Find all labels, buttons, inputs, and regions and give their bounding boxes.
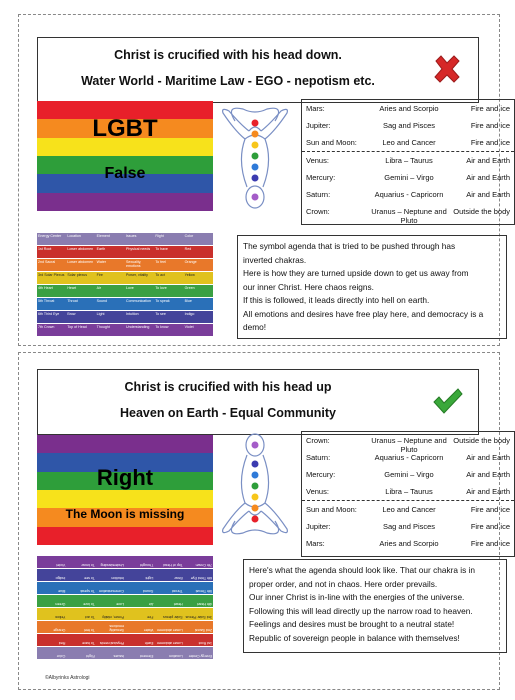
chakra-cell: 6th Third Eye: [38, 312, 60, 316]
chakra-cell: Love: [125, 286, 134, 290]
planet-elements: Fire and ice: [470, 104, 510, 113]
planet-signs: Sag and Pisces: [382, 522, 436, 531]
chakra-cell: 5th Throat: [38, 299, 55, 303]
rainbow-flag-inverted: [37, 435, 213, 545]
chakra-cell: Fire: [147, 615, 154, 619]
description-text-box: [243, 559, 507, 653]
planet-signs: Aries and Scorpio: [379, 104, 439, 113]
chakra-cell: Power, vitality: [102, 615, 125, 619]
chakra-cell: Lower abdomen: [67, 247, 94, 251]
chakra-cell: Indigo: [184, 312, 195, 316]
bottom-card: [18, 352, 510, 690]
planet-row: [302, 186, 514, 203]
flag-word-lgbt: LGBT: [92, 115, 158, 142]
planet-row: [302, 134, 514, 152]
chakra-cell: Lower abdomen: [67, 260, 94, 264]
planet-name: Saturn:: [306, 453, 331, 462]
chakra-cell: Blue: [184, 299, 192, 303]
planet-elements: Fire and ice: [470, 539, 510, 548]
chakra-cell: Yellow: [184, 273, 195, 277]
chakra-cell: Throat: [172, 589, 183, 593]
chakra-cell: Violet: [184, 325, 194, 329]
text-line: inverted chakras.: [243, 254, 307, 265]
planet-table-upright: [301, 431, 515, 557]
flag-word-moon-missing: The Moon is missing: [65, 507, 185, 521]
chakra-row: [37, 233, 213, 246]
red-x-icon: [430, 52, 464, 86]
top-card: [18, 14, 510, 346]
planet-elements: Air and Earth: [466, 470, 510, 479]
planet-signs: Uranus – Neptune and Pluto: [371, 207, 447, 225]
chakra-cell: 1st Root: [198, 641, 212, 645]
chakra-cell: To speak: [80, 589, 95, 593]
planet-elements: Air and Earth: [466, 453, 510, 462]
planet-signs: Aquarius - Capricorn: [374, 190, 444, 199]
chakra-cell: Top of Head: [67, 325, 87, 329]
text-line: If this is followed, it leads directly into hell on earth.: [243, 295, 430, 305]
chakra-cell: Element: [96, 234, 110, 238]
text-line: Following this will lead directly up the narrow road to heaven.: [249, 605, 473, 616]
flag-word-false: False: [104, 165, 146, 182]
planet-row: [302, 432, 514, 454]
planet-elements: Air and Earth: [466, 487, 510, 496]
planet-elements: Outside the body: [453, 436, 510, 445]
planet-signs: Libra – Taurus: [385, 156, 433, 165]
rainbow-flag: [37, 101, 213, 211]
planet-name: Mars:: [306, 539, 325, 548]
chakra-cell: To feel: [84, 628, 95, 632]
planet-name: Jupiter:: [306, 121, 331, 130]
chakra-cell: To love: [155, 286, 167, 290]
chakra-cell: To know: [81, 563, 95, 567]
chakra-cell: 7th Crown: [38, 325, 55, 329]
planet-row: [302, 169, 514, 186]
planet-name: Crown:: [306, 207, 330, 216]
text-line: Republic of sovereign people in balance with themselves!: [249, 632, 460, 643]
chakra-row: [37, 555, 213, 568]
planet-name: Jupiter:: [306, 522, 331, 531]
text-line: Our inner Christ is in-line with the energies of the universe.: [249, 592, 465, 602]
chakra-cell: 2nd Sacral: [38, 260, 56, 264]
chakra-cell: Understanding: [100, 563, 125, 567]
planet-row: [302, 449, 514, 466]
chakra-cell: Solar plexus: [67, 273, 88, 277]
chakra-row: [37, 607, 213, 620]
planet-signs: Gemini – Virgo: [384, 173, 434, 182]
chakra-cell: Thought: [140, 563, 154, 567]
planet-elements: Air and Earth: [466, 156, 510, 165]
chakra-cell: Earth: [96, 247, 106, 251]
chakra-cell: Yellow: [55, 615, 66, 619]
planet-row: [302, 518, 514, 535]
chakra-cell: Intuition: [125, 312, 139, 316]
chakra-row: [37, 581, 213, 594]
planet-signs: Leo and Cancer: [382, 138, 436, 147]
planet-name: Mercury:: [306, 173, 336, 182]
chakra-cell: Location: [169, 654, 183, 658]
chakra-cell: Light: [96, 312, 105, 316]
planet-name: Saturn:: [306, 190, 331, 199]
flag-word-right: Right: [96, 465, 154, 490]
chakra-cell: Violet: [56, 563, 66, 567]
chakra-cell: Lower abdomen: [156, 641, 183, 645]
planet-signs: Libra – Taurus: [385, 487, 433, 496]
chakra-cell: Solar plexus: [162, 615, 183, 619]
chakra-cell: Earth: [144, 641, 154, 645]
chakra-cell: 4th Heart: [197, 602, 212, 606]
chakra-row: [37, 298, 213, 311]
chakra-cell: Energy Center: [38, 234, 62, 238]
chakra-cell: Thought: [96, 325, 110, 329]
chakra-cell: Understanding: [125, 325, 150, 329]
chakra-cell: Communication: [125, 299, 151, 303]
chakra-row: [37, 646, 213, 659]
planet-row: [302, 501, 514, 518]
planet-elements: Fire and ice: [470, 505, 510, 514]
chakra-cell: Fire: [96, 273, 103, 277]
text-line: Here is how they are turned upside down to get us away from: [243, 268, 469, 278]
planet-row: [302, 100, 514, 117]
chakra-cell: Red: [184, 247, 192, 251]
chakra-cell: Lower abdomen: [156, 628, 183, 632]
chakra-row: [37, 246, 213, 259]
chakra-cell: Power, vitality: [125, 273, 148, 277]
chakra-cell: Issues: [113, 654, 125, 658]
chakra-cell: Red: [58, 641, 66, 645]
chakra-cell: To act: [155, 273, 165, 277]
inverted-meditation-figure-icon: [215, 101, 295, 211]
chakra-cell: 7th Crown: [195, 563, 212, 567]
chakra-cell: Physical needs: [125, 247, 151, 251]
planet-name: Mercury:: [306, 470, 336, 479]
chakra-row: [37, 620, 213, 633]
planet-row: [302, 466, 514, 483]
chakra-cell: Air: [96, 286, 102, 290]
top-title-box: [37, 37, 479, 103]
planet-name: Venus:: [306, 487, 329, 496]
chakra-cell: Heart: [67, 286, 77, 290]
planet-elements: Outside the body: [453, 207, 510, 216]
chakra-cell: Top of Head: [163, 563, 183, 567]
chakra-cell: Intuition: [111, 576, 125, 580]
chakra-cell: Green: [55, 602, 66, 606]
chakra-row: [37, 594, 213, 607]
chakra-cell: To have: [82, 641, 95, 645]
chakra-cell: 3rd Solar Plexus: [185, 615, 212, 619]
chakra-row: [37, 272, 213, 285]
text-line: Here's what the agenda should look like. That our chakra is in: [249, 565, 476, 575]
chakra-cell: Sound: [96, 299, 108, 303]
planet-elements: Fire and ice: [470, 522, 510, 531]
chakra-cell: To see: [155, 312, 166, 316]
chakra-cell: Green: [184, 286, 195, 290]
chakra-cell: Brow: [174, 576, 183, 580]
text-line: our inner Christ. Here chaos reigns.: [243, 281, 374, 292]
chakra-cell: Energy Center: [188, 654, 212, 658]
chakra-cell: 5th Throat: [195, 589, 212, 593]
chakra-cell: Orange: [53, 628, 66, 632]
planet-row: [302, 535, 514, 552]
chakra-cell: Right: [155, 234, 164, 238]
chakra-cell: To have: [155, 247, 168, 251]
chakra-cell: Location: [67, 234, 81, 238]
planet-elements: Fire and ice: [470, 138, 510, 147]
chakra-cell: Element: [140, 654, 154, 658]
planet-table: [301, 99, 515, 225]
chakra-cell: Light: [145, 576, 154, 580]
chakra-cell: Sound: [142, 589, 154, 593]
planet-signs: Gemini – Virgo: [384, 470, 434, 479]
chakra-cell: To act: [85, 615, 95, 619]
chakra-cell: To see: [84, 576, 95, 580]
text-line: All emotions and desires have free play here, and democracy is a: [243, 308, 484, 319]
text-line: demo!: [243, 322, 267, 332]
planet-signs: Aries and Scorpio: [379, 539, 439, 548]
planet-name: Sun and Moon:: [306, 505, 357, 514]
chakra-cell: Heart: [173, 602, 183, 606]
chakra-row: [37, 259, 213, 272]
chakra-row: [37, 285, 213, 298]
chakra-cell: To speak: [155, 299, 170, 303]
chakra-table: [37, 233, 213, 329]
chakra-cell: To love: [83, 602, 95, 606]
chakra-cell: Sexuality, emotions: [108, 624, 125, 632]
chakra-cell: To feel: [155, 260, 166, 264]
chakra-cell: Air: [148, 602, 154, 606]
green-check-icon: [430, 384, 464, 418]
chakra-row: [37, 633, 213, 646]
chakra-cell: To know: [155, 325, 169, 329]
chakra-cell: Communication: [99, 589, 125, 593]
chakra-cell: Brow: [67, 312, 76, 316]
planet-row: [302, 483, 514, 501]
description-text-box: [237, 235, 507, 339]
planet-signs: Leo and Cancer: [382, 505, 436, 514]
bottom-title-box: [37, 369, 479, 435]
chakra-cell: 1st Root: [38, 247, 52, 251]
top-title-line2: Water World - Maritime Law - EGO - nepotism etc.: [81, 74, 375, 88]
top-title-line1: Christ is crucified with his head down.: [114, 48, 342, 62]
planet-name: Venus:: [306, 156, 329, 165]
chakra-cell: Throat: [67, 299, 78, 303]
chakra-row: [37, 311, 213, 324]
chakra-cell: 6th Third Eye: [190, 576, 212, 580]
planet-row: [302, 117, 514, 134]
planet-elements: Fire and ice: [470, 121, 510, 130]
planet-elements: Air and Earth: [466, 173, 510, 182]
planet-name: Crown:: [306, 436, 330, 445]
chakra-cell: Right: [86, 654, 95, 658]
text-line: proper order, and not in chaos. Here order prevails.: [249, 578, 438, 589]
planet-signs: Uranus – Neptune and Pluto: [371, 436, 447, 454]
chakra-cell: Issues: [125, 234, 137, 238]
chakra-cell: 4th Heart: [38, 286, 53, 290]
text-line: Feelings and desires must be brought to a neutral state!: [249, 619, 455, 629]
planet-row: [302, 152, 514, 169]
chakra-cell: Love: [116, 602, 125, 606]
chakra-cell: Physical needs: [99, 641, 125, 645]
chakra-cell: 2nd Sacral: [194, 628, 212, 632]
copyright-credit: ©Albyrinks Astrologi: [45, 675, 90, 681]
planet-signs: Sag and Pisces: [382, 121, 436, 130]
planet-row: [302, 203, 514, 225]
planet-elements: Air and Earth: [466, 190, 510, 199]
chakra-cell: Indigo: [55, 576, 66, 580]
meditation-figure-icon: [215, 431, 295, 541]
chakra-cell: Blue: [58, 589, 66, 593]
planet-name: Sun and Moon:: [306, 138, 357, 147]
chakra-table-upside-down: [37, 563, 213, 659]
chakra-cell: Sexuality, emotions: [125, 260, 142, 268]
chakra-cell: Water: [143, 628, 154, 632]
bottom-title-line2: Heaven on Earth - Equal Community: [119, 406, 336, 420]
chakra-row: [37, 324, 213, 337]
chakra-row: [37, 568, 213, 581]
chakra-cell: 3rd Solar Plexus: [38, 273, 65, 277]
chakra-cell: Color: [56, 654, 66, 658]
planet-signs: Aquarius - Capricorn: [374, 453, 444, 462]
planet-name: Mars:: [306, 104, 325, 113]
text-line: The symbol agenda that is tried to be pushed through has: [243, 241, 456, 251]
chakra-cell: Orange: [184, 260, 197, 264]
bottom-title-line1: Christ is crucified with his head up: [124, 380, 332, 394]
chakra-cell: Color: [184, 234, 194, 238]
chakra-cell: Water: [96, 260, 107, 264]
